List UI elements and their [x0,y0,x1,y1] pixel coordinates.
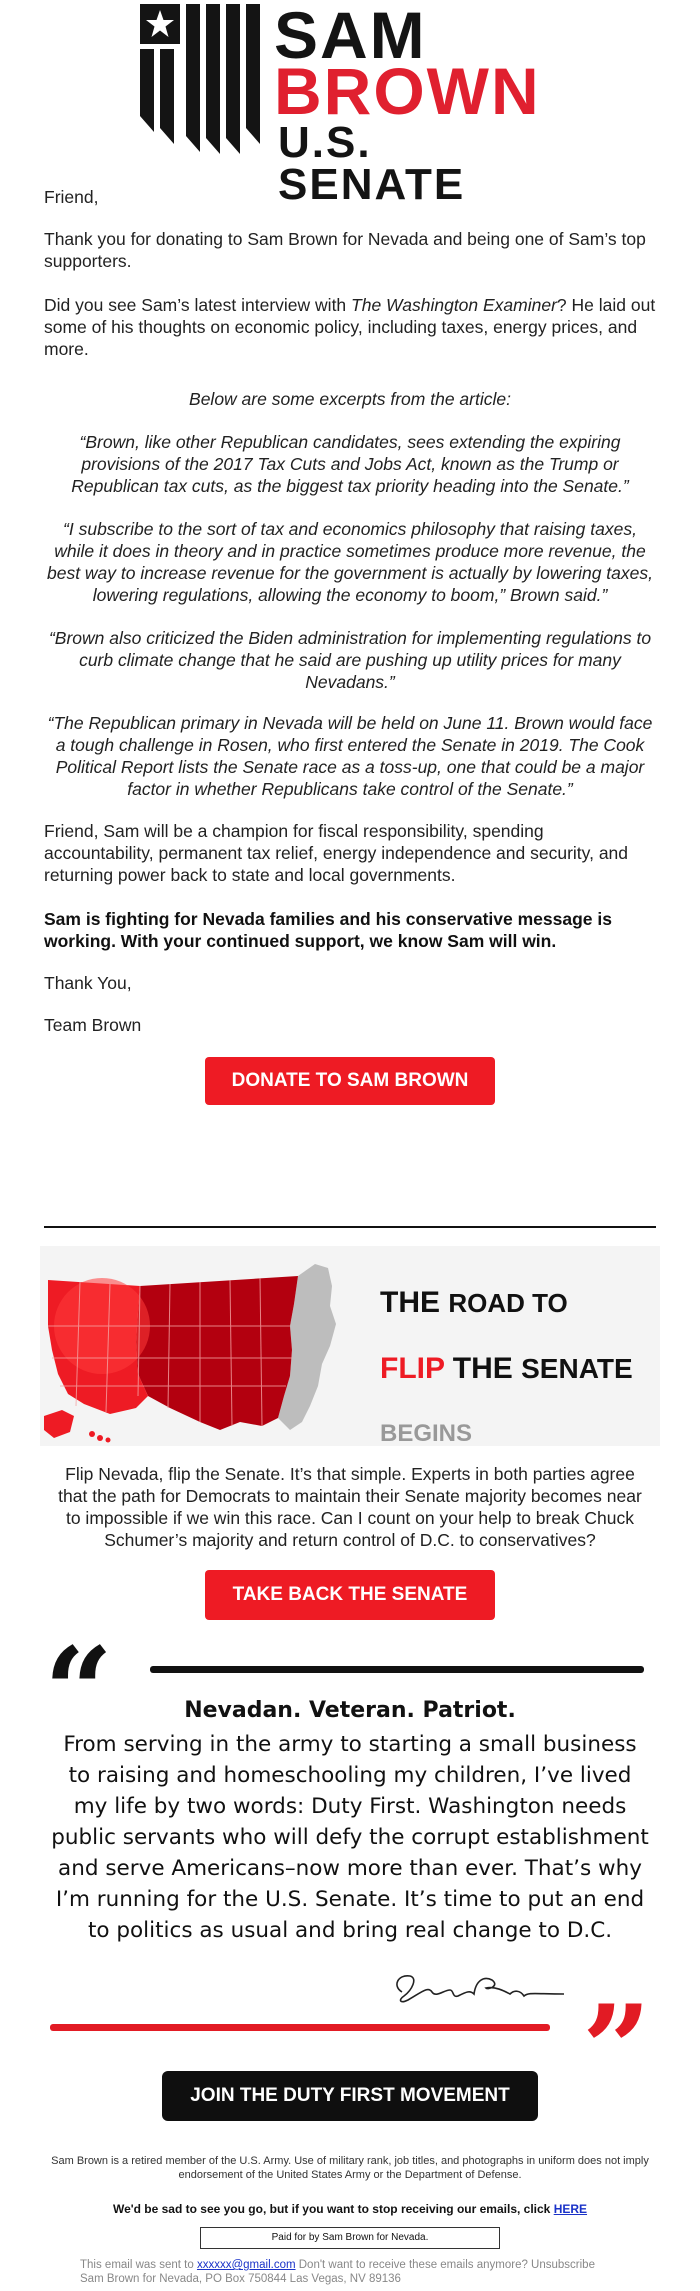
quote-body: From serving in the army to starting a small business to raising and homeschooling my children, I’ve lived my life by two words: Duty First. Washington needs public servants who will defy the corrupt establishment and serve Americans–now more than ever. That’s why I’m running for the U.S. Senate. It’s time to put an end to politics as usual and bring real change to D.C. [51,1732,649,1943]
salutation: Friend, [44,187,99,207]
us-map-icon [40,1246,660,1446]
excerpt-3: “Brown also criticized the Biden administration for implementing regulations to curb climate change that he said are pushing up utility prices for many Nevadans.” [48,628,652,692]
donate-button[interactable]: DONATE TO SAM BROWN [205,1057,495,1105]
letter-paragraph-3: Friend, Sam will be a champion for fiscal responsibility, spending accountability, permanent tax relief, energy independence and security, and returning power back to state and local governments. [44,821,629,885]
banner-line-2: FLIP THE SENATE [380,1352,633,1385]
close-quote-icon: ” [582,1979,652,2120]
excerpt-4: “The Republican primary in Nevada will be held on June 11. Brown would face a tough challenge in Rosen, who first entered the Senate in 2019. The Cook Political Report lists the Senate race as a toss-up, one that could be a major factor in whether Republicans take control of the Senate.” [47,713,653,799]
footer-info [80,2258,640,2286]
logo-last-name: BROWN [274,54,541,128]
unsubscribe-line: We'd be sad to see you go, but if you want to stop receiving our emails, click HERE [112,2202,588,2216]
recipient-email-link[interactable]: xxxxxx@gmail.com [196,2259,296,2271]
banner-line-1: THE ROAD TO [380,1286,568,1319]
signature-icon [388,1968,564,2006]
sent-to-line: This email was sent to xxxxxx@gmail.com Don't want to receive these emails anymore? Unsubscribe [80,2259,595,2271]
join-duty-first-button[interactable]: JOIN THE DUTY FIRST MOVEMENT [162,2071,538,2121]
closing: Thank You, [44,973,132,993]
letter-paragraph-bold: Sam is fighting for Nevada families and his conservative message is working. With your continued support, we know Sam will win. [44,909,612,951]
campaign-logo [140,0,560,209]
mailing-address: Sam Brown for Nevada, PO Box 750844 Las Vegas, NV 89136 [80,2273,401,2285]
military-disclaimer: Sam Brown is a retired member of the U.S. Army. Use of military rank, job titles, and photographs in uniform does not imply endorsement of the United States Army or the Department of Defense. [51,2155,649,2181]
quote-heading: Nevadan. Veteran. Patriot. [184,1698,516,1723]
excerpt-2: “I subscribe to the sort of tax and economics philosophy that raising taxes, while it does in theory and in practice sometimes produce more revenue, the best way to increase revenue for the government is actually by lowering taxes, lowering regulations, allowing the economy to boom,” Brown said.” [46,519,653,605]
banner-line-3: BEGINS [380,1420,473,1446]
open-quote-icon: “ [44,1621,114,1762]
take-back-senate-button[interactable]: TAKE BACK THE SENATE [205,1570,495,1620]
section-divider [44,1226,656,1228]
unsubscribe-here-link[interactable]: HERE [553,2202,588,2216]
publication-name: The Washington Examiner [351,295,557,315]
flip-senate-banner[interactable] [40,1246,660,1446]
logo-first-name: SAM [274,0,427,72]
letter-paragraph-1: Thank you for donating to Sam Brown for Nevada and being one of Sam’s top supporters. [44,229,646,271]
quote-rule-bottom [50,2024,550,2031]
letter-paragraph-2: Did you see Sam’s latest interview with The Washington Examiner? He laid out some of his thoughts on economic policy, including taxes, energy prices, and more. [44,295,656,359]
paid-for-box: Paid for by Sam Brown for Nevada. [200,2227,500,2249]
flag-stripes-icon [140,4,268,154]
excerpt-1: “Brown, like other Republican candidates, sees extending the expiring provisions of the 2017 Tax Cuts and Jobs Act, known as the Trump or Republican tax cuts, as the biggest tax priority heading into the Senate.” [71,432,629,496]
signoff: Team Brown [44,1015,142,1035]
excerpt-intro: Below are some excerpts from the article: [189,389,511,409]
quote-rule-top [150,1666,644,1673]
flip-nevada-text: Flip Nevada, flip the Senate. It’s that simple. Experts in both parties agree that the path for Democrats to maintain their Senate majority becomes near to impossible if we win this race. Can I count on your help to break Chuck Schumer’s majority and return control of D.C. to conservatives? [58,1464,642,1550]
logo-office: U.S. SENATE [278,118,466,209]
